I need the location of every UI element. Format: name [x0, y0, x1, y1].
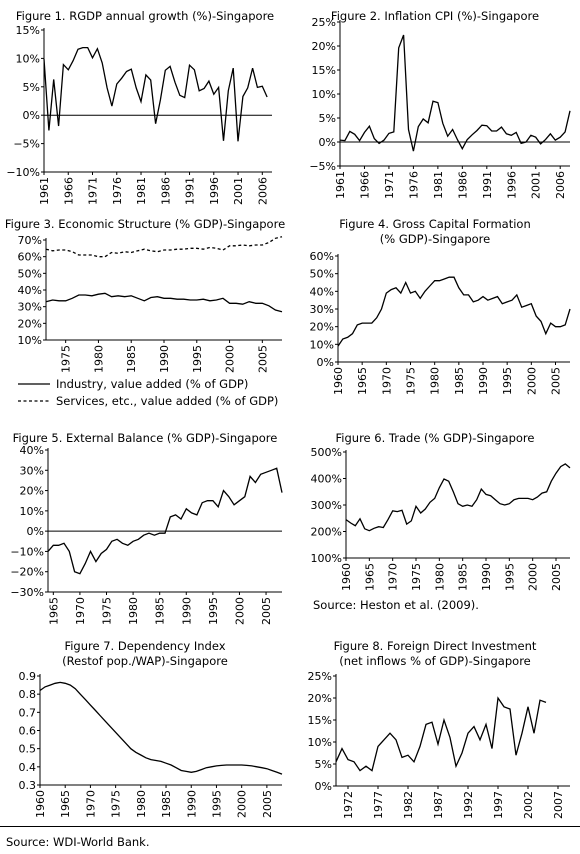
y-tick-label: 10%	[309, 338, 334, 352]
y-tick-label: −30%	[10, 586, 44, 599]
y-tick-label: 50%	[17, 267, 42, 281]
x-tick-label: 2005	[260, 597, 274, 625]
x-tick-label: 1966	[62, 177, 76, 205]
y-tick-label: 100%	[310, 552, 342, 565]
x-tick-label: 1960	[332, 367, 345, 395]
x-tick-label: 1990	[158, 345, 171, 373]
x-tick-label: 1971	[86, 177, 100, 205]
x-tick-label: 2000	[233, 597, 247, 625]
figure-7-chart	[0, 630, 290, 820]
x-tick-label: 1985	[452, 367, 466, 395]
x-tick-label: 1985	[125, 345, 139, 373]
legend-label: Services, etc., value added (% of GDP)	[56, 394, 279, 408]
y-tick-label: 0%	[318, 136, 336, 149]
figure-6-source: Source: Heston et al. (2009).	[313, 598, 479, 612]
figure-8-svg	[290, 630, 580, 820]
x-tick-label: 1976	[407, 171, 421, 199]
x-tick-label: 2005	[549, 367, 563, 395]
y-tick-label: 5%	[318, 112, 336, 125]
chart-title: (Restof pop./WAP)-Singapore	[62, 654, 228, 668]
y-tick-label: −10%	[6, 166, 40, 179]
x-tick-label: 1985	[153, 597, 167, 625]
x-tick-label: 1960	[340, 563, 353, 591]
y-tick-label: 10%	[311, 88, 336, 101]
y-tick-label: 10%	[19, 504, 44, 518]
x-tick-label: 2006	[256, 177, 270, 205]
x-tick-label: 1982	[402, 791, 415, 819]
x-tick-label: 1996	[505, 171, 519, 199]
x-tick-label: 1965	[47, 597, 61, 625]
x-tick-label: 2000	[235, 790, 249, 818]
x-tick-label: 1980	[433, 563, 447, 591]
y-tick-label: 50%	[309, 267, 334, 281]
y-tick-label: 60%	[17, 250, 42, 264]
x-tick-label: 1972	[342, 791, 355, 819]
y-tick-label: 10%	[15, 52, 40, 66]
figure-3-svg	[0, 208, 290, 438]
x-tick-label: 1975	[410, 563, 423, 591]
series-line-0	[40, 682, 282, 774]
y-tick-label: 300%	[310, 499, 342, 512]
y-tick-label: 20%	[311, 40, 336, 53]
figure-1-chart	[0, 0, 290, 210]
x-tick-label: 1975	[59, 345, 73, 373]
x-tick-label: 1995	[210, 790, 224, 818]
footer-source: Source: WDI-World Bank.	[6, 835, 150, 849]
x-tick-label: 1975	[100, 597, 114, 625]
x-tick-label: 1996	[207, 177, 221, 205]
series-line-0	[336, 698, 546, 771]
series-line-0	[44, 48, 267, 142]
x-tick-label: 1980	[92, 345, 106, 373]
y-tick-label: 0%	[314, 780, 332, 793]
x-tick-label: 1975	[109, 790, 123, 818]
y-tick-label: 20%	[309, 320, 334, 334]
figure-5-svg	[0, 422, 290, 632]
y-tick-label: 40%	[17, 284, 42, 297]
x-tick-label: 1986	[159, 177, 173, 205]
x-tick-label: 1981	[135, 177, 149, 205]
x-tick-label: 1992	[462, 791, 475, 819]
x-tick-label: 2001	[529, 171, 543, 200]
y-tick-label: 20%	[307, 692, 332, 705]
x-tick-label: 1986	[456, 171, 470, 199]
x-tick-label: 1961	[38, 177, 51, 205]
x-tick-label: 1965	[363, 563, 377, 591]
x-tick-label: 1985	[456, 563, 470, 591]
x-tick-label: 2007	[552, 791, 565, 819]
x-tick-label: 1977	[372, 791, 385, 819]
figure-7-svg	[0, 630, 290, 820]
y-tick-label: 20%	[17, 317, 42, 331]
chart-title: Figure 5. External Balance (% GDP)-Singapore	[12, 431, 278, 445]
x-tick-label: 2002	[522, 791, 535, 819]
x-tick-label: 1966	[358, 171, 372, 199]
y-tick-label: 400%	[310, 472, 342, 486]
y-tick-label: 5%	[314, 758, 332, 771]
series-line-0	[338, 277, 570, 346]
figure-4-svg	[290, 208, 580, 430]
x-tick-label: 1995	[206, 597, 220, 625]
chart-title: (% GDP)-Singapore	[379, 232, 491, 246]
chart-title: Figure 7. Dependency Index	[64, 639, 226, 653]
x-tick-label: 1961	[334, 171, 347, 199]
chart-title: Figure 1. RGDP annual growth (%)-Singapore	[15, 9, 275, 23]
y-tick-label: 0%	[316, 356, 334, 369]
y-tick-label: 60%	[309, 250, 334, 263]
y-tick-label: 0%	[22, 109, 40, 123]
y-tick-label: 15%	[311, 64, 336, 77]
y-tick-label: 0.3	[18, 779, 36, 792]
x-tick-label: 1976	[110, 177, 124, 205]
x-tick-label: 1980	[127, 597, 141, 625]
y-tick-label: 30%	[17, 300, 42, 314]
footer-rule	[0, 826, 580, 827]
y-tick-label: 0.7	[18, 706, 36, 720]
x-tick-label: 2000	[525, 367, 539, 395]
x-tick-label: 1991	[183, 177, 197, 205]
x-tick-label: 2006	[554, 171, 568, 199]
y-tick-label: −5%	[13, 137, 40, 151]
series-line-0	[46, 293, 282, 311]
chart-title: Figure 4. Gross Capital Formation	[339, 217, 531, 231]
y-tick-label: 25%	[307, 670, 332, 683]
chart-title: (net inflows % of GDP)-Singapore	[339, 654, 531, 668]
x-tick-label: 1970	[380, 367, 394, 395]
y-tick-label: 10%	[17, 334, 42, 347]
y-tick-label: 20%	[19, 484, 44, 498]
x-tick-label: 2005	[256, 345, 270, 373]
x-tick-label: 1970	[84, 790, 98, 818]
x-tick-label: 2000	[526, 563, 540, 591]
chart-title: Figure 3. Economic Structure (% GDP)-Singapore	[4, 217, 286, 231]
x-tick-label: 1965	[356, 367, 370, 395]
figure-1-svg	[0, 0, 290, 210]
y-tick-label: 500%	[310, 446, 342, 459]
x-tick-label: 1995	[501, 367, 515, 395]
x-tick-label: 1987	[432, 791, 445, 819]
series-line-0	[48, 468, 282, 573]
series-line-0	[340, 35, 570, 151]
y-tick-label: 200%	[310, 525, 342, 539]
x-tick-label: 1995	[190, 345, 204, 373]
y-tick-label: 0.6	[18, 724, 36, 738]
x-tick-label: 1965	[59, 790, 73, 818]
chart-title: Figure 2. Inflation CPI (%)-Singapore	[330, 9, 540, 23]
x-tick-label: 1990	[180, 597, 194, 625]
y-tick-label: 0.9	[18, 670, 36, 683]
y-tick-label: 0.5	[18, 742, 36, 756]
x-tick-label: 1981	[431, 171, 445, 199]
y-tick-label: 40%	[19, 444, 44, 457]
y-tick-label: 10%	[307, 736, 332, 749]
y-tick-label: −5%	[309, 160, 336, 173]
x-tick-label: 1990	[477, 367, 490, 395]
figure-5-chart	[0, 422, 290, 632]
x-tick-label: 1990	[185, 790, 199, 818]
y-tick-label: 25%	[311, 16, 336, 29]
x-tick-label: 2001	[232, 176, 246, 205]
y-tick-label: 15%	[307, 714, 332, 727]
y-tick-label: 5%	[22, 80, 40, 94]
y-tick-label: 30%	[19, 464, 44, 478]
legend-label: Industry, value added (% of GDP)	[56, 377, 249, 391]
x-tick-label: 2005	[260, 790, 274, 818]
x-tick-label: 1970	[73, 597, 87, 625]
chart-title: Figure 6. Trade (% GDP)-Singapore	[335, 431, 535, 445]
x-tick-label: 1975	[404, 367, 418, 395]
y-tick-label: −20%	[10, 565, 44, 579]
figure-2-chart	[290, 0, 580, 210]
x-tick-label: 1995	[503, 563, 517, 591]
x-tick-label: 1971	[382, 171, 396, 199]
y-tick-label: 70%	[17, 234, 42, 247]
series-line-1	[46, 237, 282, 257]
y-tick-label: 15%	[15, 24, 40, 37]
figure-3-chart	[0, 208, 290, 438]
x-tick-label: 1990	[480, 563, 493, 591]
x-tick-label: 1985	[160, 790, 174, 818]
y-tick-label: 0.8	[18, 688, 36, 702]
x-tick-label: 2000	[223, 345, 237, 373]
series-line-0	[346, 464, 570, 531]
y-tick-label: 30%	[309, 303, 334, 316]
x-tick-label: 1980	[428, 367, 442, 395]
x-tick-label: 1960	[34, 790, 47, 818]
y-tick-label: 0%	[26, 525, 44, 539]
y-tick-label: −10%	[10, 545, 44, 559]
y-tick-label: 0.4	[18, 760, 36, 774]
chart-title: Figure 8. Foreign Direct Investment	[333, 639, 537, 653]
x-tick-label: 1980	[134, 790, 148, 818]
figure-8-chart	[290, 630, 580, 820]
x-tick-label: 1991	[480, 171, 494, 199]
x-tick-label: 1970	[386, 563, 400, 591]
x-tick-label: 2005	[550, 563, 563, 591]
y-tick-label: 40%	[309, 285, 334, 299]
figure-2-svg	[290, 0, 580, 210]
figure-4-chart	[290, 208, 580, 430]
x-tick-label: 1997	[492, 791, 505, 819]
